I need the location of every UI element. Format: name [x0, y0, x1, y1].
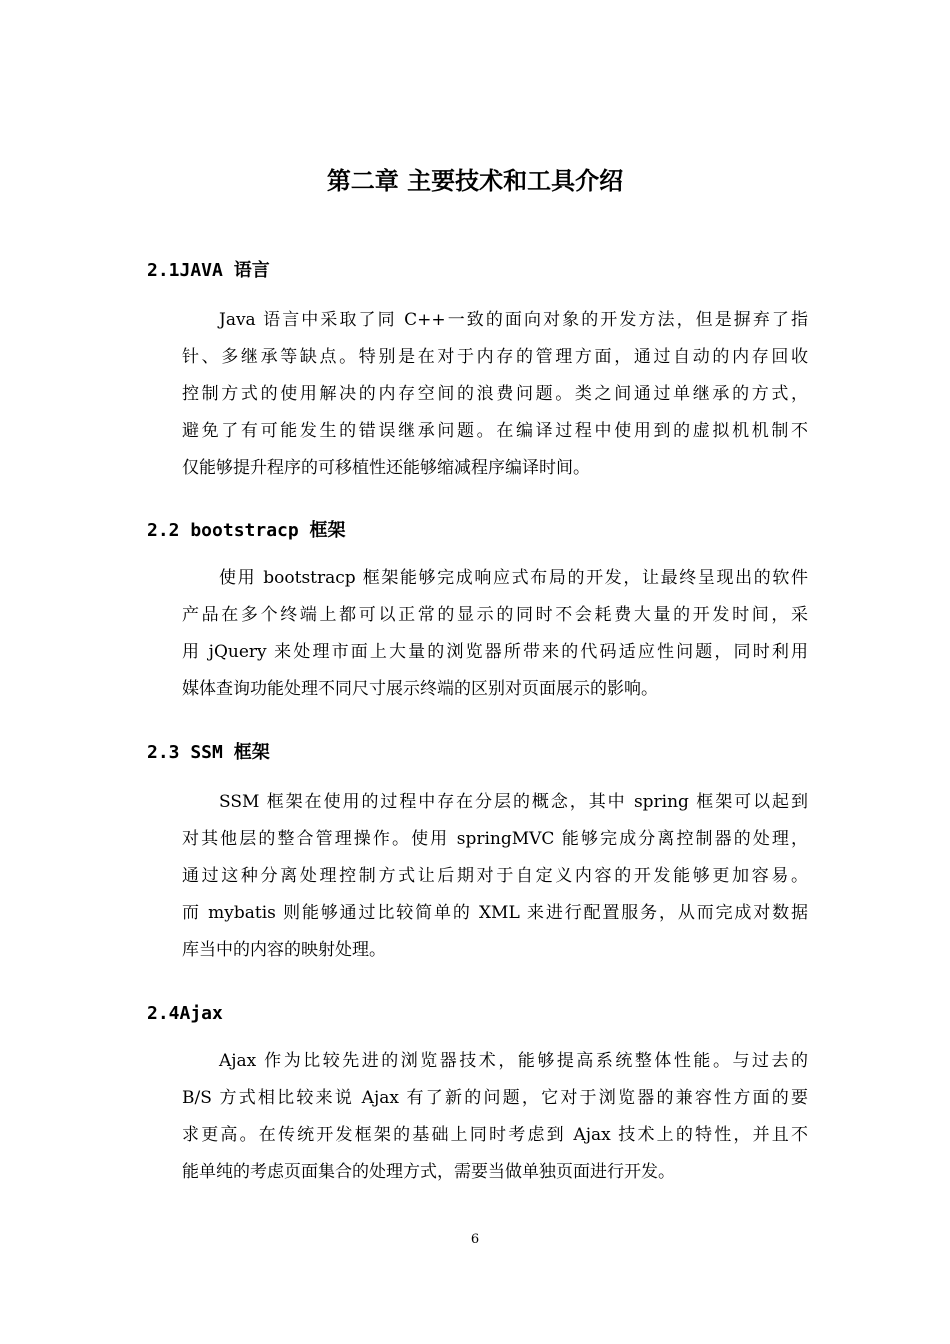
paragraph-line: B/S 方式相比较来说 Ajax 有了新的问题，它对于浏览器的兼容性方面的要 [182, 1088, 808, 1108]
paragraph-java [182, 302, 808, 487]
section-heading-2-1: 2.1JAVA 语言 [147, 260, 270, 281]
paragraph-ajax [182, 1043, 808, 1191]
paragraph-line: SSM 框架在使用的过程中存在分层的概念，其中 spring 框架可以起到 [219, 792, 808, 812]
paragraph-ssm [182, 784, 808, 969]
chapter-title: 第二章 主要技术和工具介绍 [326, 167, 624, 195]
section-heading-2-2: 2.2 bootstracp 框架 [147, 520, 346, 541]
page-number: 6 [470, 1232, 480, 1247]
paragraph-line: 使用 bootstracp 框架能够完成响应式布局的开发，让最终呈现出的软件 [219, 568, 808, 588]
paragraph-line: 用 jQuery 来处理市面上大量的浏览器所带来的代码适应性问题，同时利用 [182, 642, 808, 662]
paragraph-line: 产品在多个终端上都可以正常的显示的同时不会耗费大量的开发时间，采 [182, 605, 808, 625]
section-heading-2-3: 2.3 SSM 框架 [147, 742, 270, 763]
paragraph-line: 针、多继承等缺点。特别是在对于内存的管理方面，通过自动的内存回收 [182, 347, 808, 367]
paragraph-line: 而 mybatis 则能够通过比较简单的 XML 来进行配置服务，从而完成对数据 [182, 903, 808, 923]
paragraph-line: 媒体查询功能处理不同尺寸展示终端的区别对页面展示的影响。 [182, 679, 658, 699]
paragraph-line: 库当中的内容的映射处理。 [182, 940, 386, 960]
paragraph-line: 避免了有可能发生的错误继承问题。在编译过程中使用到的虚拟机机制不 [182, 421, 808, 441]
paragraph-line: 求更高。在传统开发框架的基础上同时考虑到 Ajax 技术上的特性，并且不 [182, 1125, 808, 1145]
section-heading-2-4: 2.4Ajax [147, 1003, 223, 1024]
paragraph-line: 通过这种分离处理控制方式让后期对于自定义内容的开发能够更加容易。 [182, 866, 808, 886]
paragraph-line: 仅能够提升程序的可移植性还能够缩减程序编译时间。 [182, 458, 590, 478]
paragraph-line: Java 语言中采取了同 C++一致的面向对象的开发方法，但是摒弃了指 [219, 310, 808, 330]
paragraph-line: 控制方式的使用解决的内存空间的浪费问题。类之间通过单继承的方式， [182, 384, 808, 404]
paragraph-line: 对其他层的整合管理操作。使用 springMVC 能够完成分离控制器的处理， [182, 829, 808, 849]
paragraph-line: Ajax 作为比较先进的浏览器技术，能够提高系统整体性能。与过去的 [219, 1051, 808, 1071]
paragraph-bootstrap [182, 560, 808, 708]
paragraph-line: 能单纯的考虑页面集合的处理方式，需要当做单独页面进行开发。 [182, 1162, 675, 1182]
